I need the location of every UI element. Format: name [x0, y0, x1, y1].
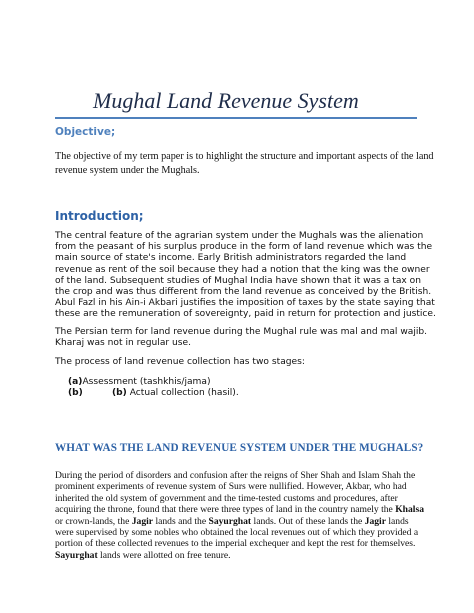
bold-term: Sayurghat	[208, 515, 252, 527]
list-marker: (a)	[68, 377, 83, 387]
introduction-paragraph	[55, 231, 436, 321]
list-item	[68, 388, 239, 399]
paragraph-line	[55, 516, 435, 527]
bold-term: Jagir	[131, 515, 154, 527]
paragraph-line: revenue as rent of the soil because they had a notion that the king was the owner	[55, 264, 430, 275]
paragraph-line: The central feature of the agrarian system under the Mughals was the alienation	[55, 231, 424, 241]
section-heading: WHAT WAS THE LAND REVENUE SYSTEM UNDER THE MUGHALS?	[55, 442, 424, 454]
paragraph-line: Abul Fazl in his Ain-i Akbari justifies the imposition of taxes by the state saying that	[55, 298, 435, 309]
section-paragraph	[55, 470, 435, 561]
objective-line: The objective of my term paper is to highlight the structure and important aspects of the land	[55, 151, 434, 162]
paragraph-line: of the land. Subsequent studies of Mughal India have shown that it was a tax on	[55, 275, 422, 286]
list-marker: (b)	[68, 388, 83, 399]
text-run: lands. Out of these lands the	[251, 515, 365, 527]
document-title: Mughal Land Revenue System	[93, 88, 359, 113]
bold-term: Sayurghat	[55, 549, 98, 561]
text-run: lands were allotted on free tenure.	[97, 549, 231, 561]
list-item-text: Actual collection (hasil).	[126, 388, 239, 399]
objective-paragraph	[55, 150, 434, 177]
paragraph-line	[55, 504, 435, 515]
persian-term-paragraph	[55, 327, 428, 349]
paragraph-line	[55, 550, 435, 561]
paragraph-line: Kharaj was not in regular use.	[55, 338, 192, 349]
paragraph-line: the crop and was thus different from the land revenue as conceived by the British.	[55, 287, 432, 298]
title-underline	[55, 117, 417, 119]
paragraph-line: portion of these collected revenues to the imperial exchequer and kept the rest for themselves.	[55, 538, 416, 550]
text-run: lands and the	[153, 515, 209, 527]
stages-intro: The process of land revenue collection has two stages:	[55, 357, 305, 367]
text-run: or crown-lands, the	[55, 515, 132, 527]
objective-heading: Objective;	[55, 126, 116, 138]
paragraph-line: from the peasant of his surplus produce in the form of land revenue which was the	[55, 242, 433, 253]
list-item-text: Assessment (tashkhis/jama)	[82, 377, 211, 387]
paragraph-line: these are the remuneration of sovereignty, paid in return for protection and justice.	[55, 309, 436, 320]
text-run: acquiring the throne, found that there were three types of land in the country namely the	[55, 504, 396, 516]
objective-line: revenue system under the Mughals.	[55, 164, 200, 176]
paragraph-line: inherited the old system of government and the time-tested customs and procedures, after	[55, 492, 398, 504]
bold-term: Jagir	[364, 515, 386, 527]
paragraph-line: were supervised by some nobles who obtained the local revenues out of which they provided a	[55, 527, 419, 539]
paragraph-line: The Persian term for land revenue during the Mughal rule was mal and mal wajib.	[55, 327, 428, 337]
bold-term: Khalsa	[395, 504, 424, 516]
stages-list	[68, 377, 239, 400]
paragraph-line: prominent experiments of revenue system of Surs were nullified. However, Akbar, who had	[55, 481, 407, 493]
paragraph-line: main source of state's income. Early British administrators regarded the land	[55, 253, 407, 264]
list-item	[68, 377, 239, 388]
title-block	[55, 88, 417, 119]
list-marker-inner: (b)	[112, 388, 127, 399]
paragraph-line: During the period of disorders and confusion after the reigns of Sher Shah and Islam Shah the	[55, 470, 416, 481]
introduction-heading: Introduction;	[55, 209, 144, 223]
text-run: lands	[385, 515, 409, 527]
